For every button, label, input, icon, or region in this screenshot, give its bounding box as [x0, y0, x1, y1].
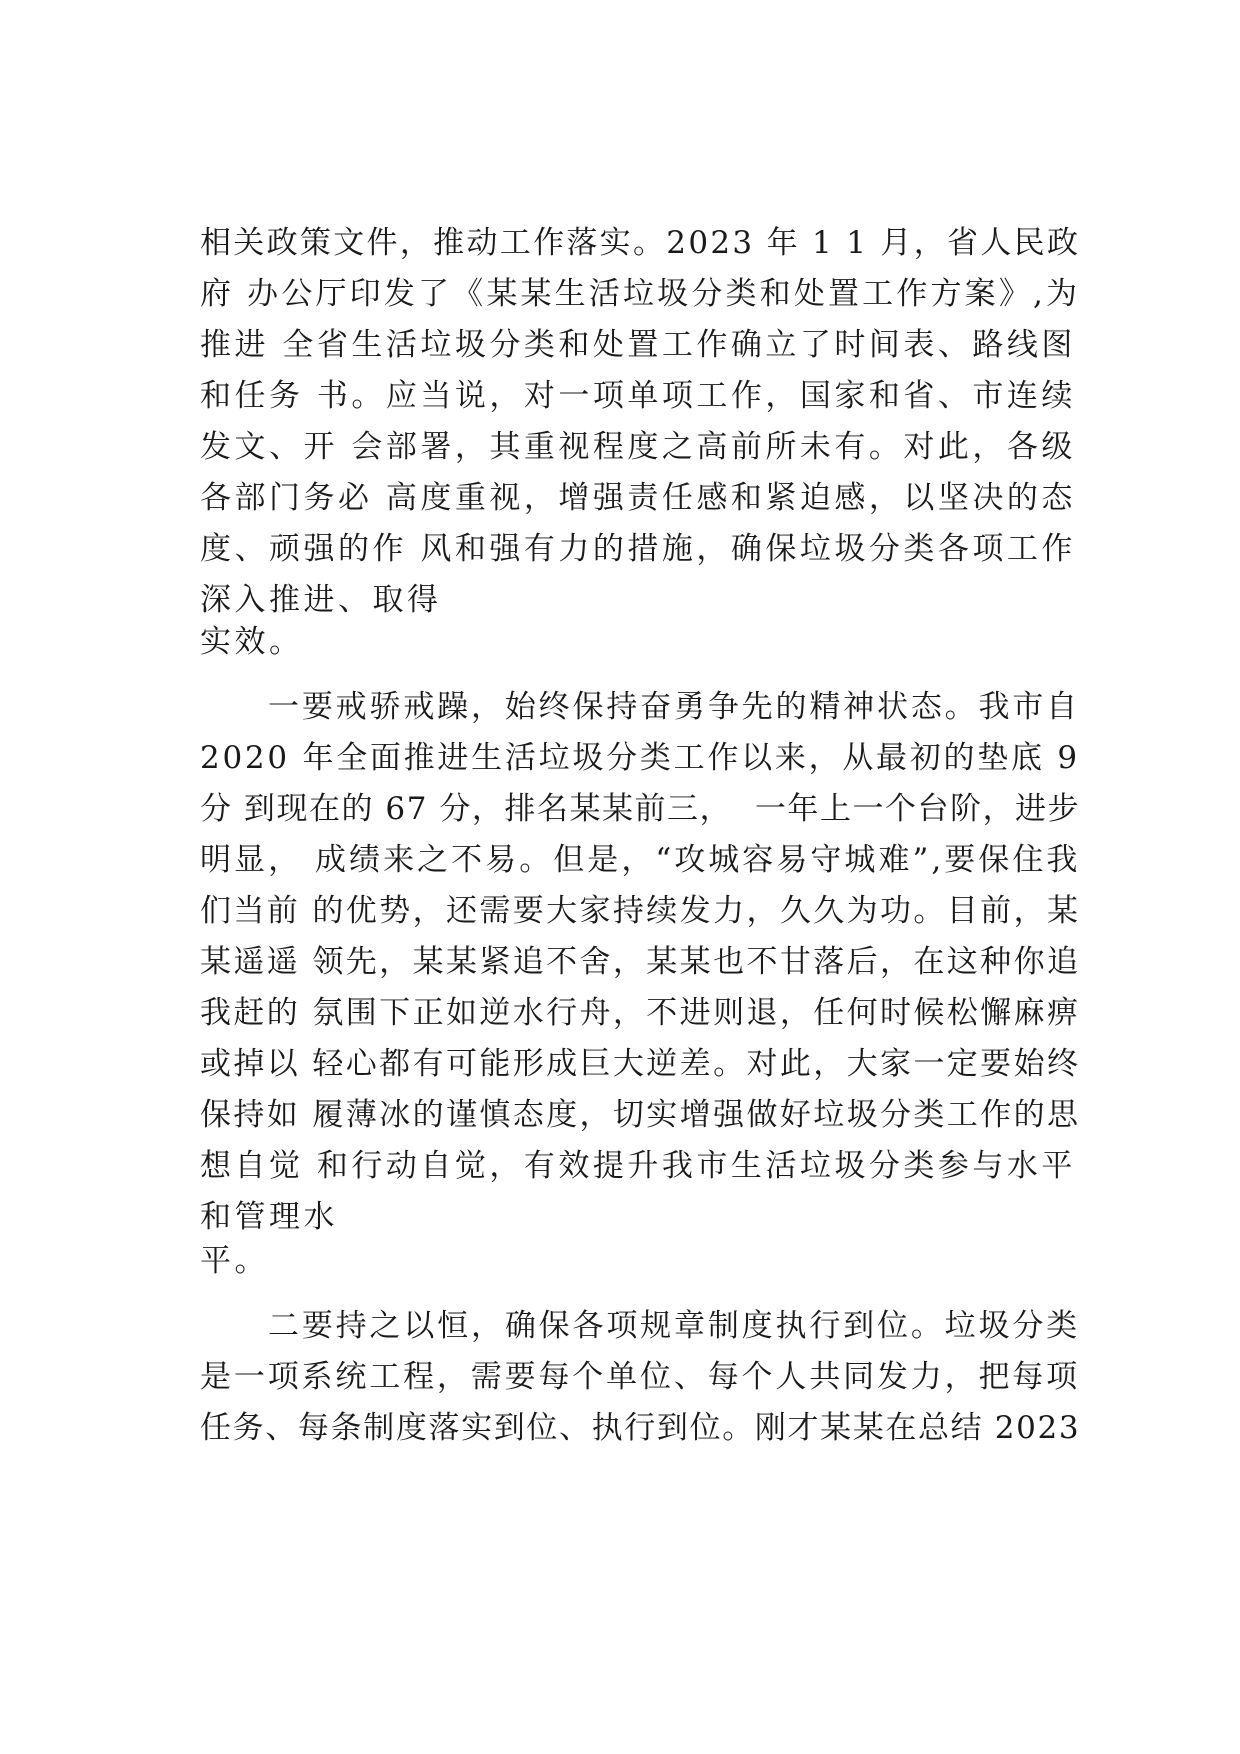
paragraph-line: 府 办公厅印发了《某某生活垃圾分类和处置工作方案》,为 [200, 276, 1081, 312]
paragraph-line: 推进 全省生活垃圾分类和处置工作确立了时间表、路线图 [200, 327, 1076, 363]
paragraph-line: 度、顽强的作 风和强有力的措施，确保垃圾分类各项工作 [200, 531, 1076, 567]
paragraph-line: 二要持之以恒，确保各项规章制度执行到位。垃圾分类 [268, 1308, 1080, 1344]
paragraph-line: 我赶的 氛围下正如逆水行舟，不进则退，任何时候松懈麻痹 [200, 995, 1081, 1031]
paragraph-line: 和管理水 [200, 1199, 338, 1235]
paragraph-line: 实效。 [200, 624, 304, 660]
paragraph-line: 深入推进、取得 [200, 582, 442, 618]
paragraph-line: 2020 年全面推进生活垃圾分类工作以来，从最初的垫底 9 [200, 740, 1080, 776]
paragraph-line: 相关政策文件，推动工作落实。2023 年 1 1 月，省人民政 [200, 225, 1081, 261]
paragraph-line: 或掉以 轻心都有可能形成巨大逆差。对此，大家一定要始终 [200, 1046, 1081, 1082]
paragraph-line: 保持如 履薄冰的谨慎态度，切实增强做好垃圾分类工作的思 [200, 1097, 1081, 1133]
paragraph-line: 平。 [200, 1243, 269, 1279]
paragraph-line: 分 到现在的 67 分，排名某某前三， 一年上一个台阶，进步 [200, 791, 1081, 827]
paragraph-line: 和任务 书。应当说，对一项单项工作，国家和省、市连续 [200, 378, 1076, 414]
paragraph-line: 一要戒骄戒躁，始终保持奋勇争先的精神状态。我市自 [268, 689, 1080, 725]
paragraph-line: 任务、每条制度落实到位、执行到位。刚才某某在总结 2023 [200, 1410, 1081, 1446]
paragraph-line: 是一项系统工程，需要每个单位、每个人共同发力，把每项 [200, 1359, 1080, 1395]
paragraph-line: 们当前 的优势，还需要大家持续发力，久久为功。目前，某 [200, 893, 1081, 929]
paragraph-line: 发文、开 会部署，其重视程度之高前所未有。对此，各级 [200, 429, 1076, 465]
paragraph-line: 想自觉 和行动自觉，有效提升我市生活垃圾分类参与水平 [200, 1148, 1076, 1184]
paragraph-line: 某遥遥 领先，某某紧追不舍，某某也不甘落后，在这种你追 [200, 944, 1081, 980]
paragraph-line: 各部门务必 高度重视，增强责任感和紧迫感，以坚决的态 [200, 480, 1076, 516]
paragraph-line: 明显， 成绩来之不易。但是，“攻城容易守城难”,要保住我 [200, 842, 1081, 878]
